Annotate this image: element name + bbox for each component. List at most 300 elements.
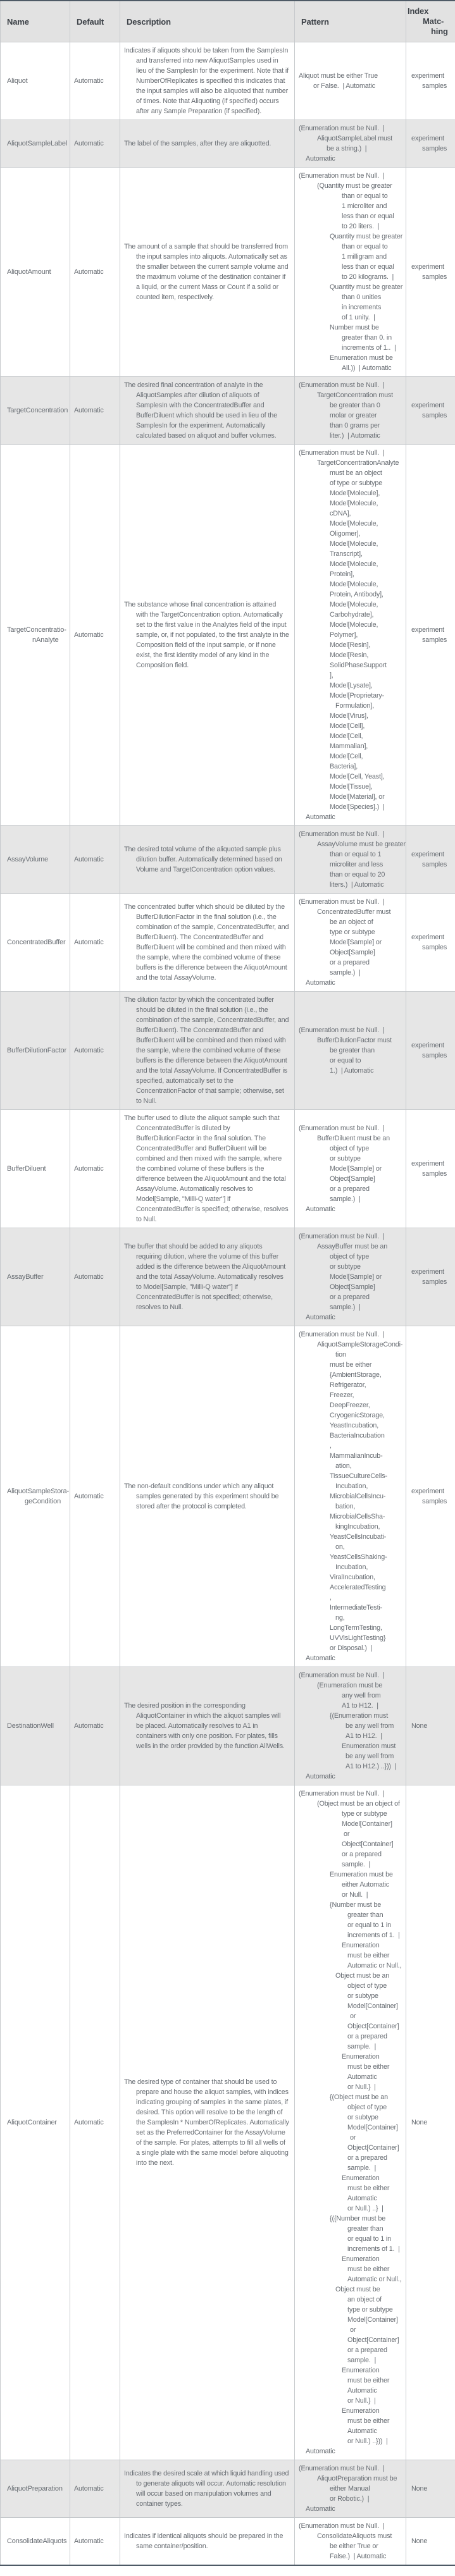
description-cell (120, 2460, 295, 2518)
default-cell: Automatic (70, 1667, 120, 1785)
table-row (1, 42, 455, 120)
option-name-line: AliquotPreparation (7, 2485, 63, 2493)
index-matching-cell (406, 1785, 455, 2460)
pattern-line: (Quantity must be greater (317, 182, 392, 190)
header-name (1, 1, 70, 42)
pattern-line: Model[Species].) | (330, 803, 385, 811)
pattern-line: than 0 grams per (330, 422, 380, 429)
option-name-cell (1, 445, 70, 826)
index-matching-text: None (411, 2119, 428, 2126)
pattern-line: Enumeration must be (330, 354, 393, 362)
pattern-line: less than or equal (342, 263, 394, 271)
pattern-line: A1 to H12.) ..})) | (346, 1763, 397, 1770)
pattern-line: False.) | Automatic (330, 2553, 387, 2560)
default-cell: Automatic (70, 992, 120, 1110)
index-matching-cell (406, 2460, 455, 2518)
pattern-line: Formulation], (335, 702, 375, 710)
pattern-line: or equal to 1 in (347, 1921, 392, 1929)
pattern-line: Model[Molecule, (330, 581, 378, 588)
pattern-line: or a prepared (347, 2154, 387, 2162)
pattern-line: Model[Molecule, (330, 500, 378, 507)
table-row (1, 2460, 455, 2518)
table-row (1, 894, 455, 992)
pattern-line: Object[Sample] (330, 949, 375, 956)
pattern-line: or (350, 2326, 356, 2334)
description-cell (120, 42, 295, 120)
pattern-line: Automatic (306, 2448, 335, 2455)
pattern-line: microliter and less (330, 861, 383, 868)
pattern-line: MicrobialCellsIncu- (330, 1493, 386, 1500)
pattern-line: Quantity must be greater (330, 233, 403, 240)
pattern-cell (295, 168, 406, 377)
pattern-line: CryogenicStorage, (330, 1412, 385, 1419)
pattern-line: Model[Container] (347, 2002, 398, 2010)
default-cell: Automatic (70, 1785, 120, 2460)
header-default (70, 1, 120, 42)
index-matching-cell (406, 445, 455, 826)
index-matching-text: experiment samples (411, 135, 447, 152)
option-name-cell (1, 1785, 70, 2460)
table-row (1, 1785, 455, 2460)
pattern-line: Enumeration (342, 2407, 380, 2415)
pattern-line: Object[Container] (342, 1840, 394, 1848)
pattern-line: on, (335, 1543, 345, 1551)
pattern-line: Automatic (306, 155, 335, 163)
pattern-line: Model[Container] (342, 1820, 392, 1828)
pattern-line: Bacteria], (330, 763, 358, 770)
pattern-line: Enumeration must (342, 1742, 396, 1750)
default-cell: Automatic (70, 1110, 120, 1228)
pattern-line: be either True or (330, 2542, 378, 2550)
index-matching-cell (406, 168, 455, 377)
pattern-line: Model[Cell, Yeast], (330, 773, 385, 780)
pattern-line: increments of 1. | (347, 1932, 400, 1939)
description-cell (120, 445, 295, 826)
pattern-line: object of type (347, 1982, 387, 1990)
pattern-line: AliquotSampleLabel must (317, 135, 392, 142)
pattern-line: must be either (347, 2063, 390, 2071)
pattern-line: Object[Container] (347, 2336, 399, 2344)
pattern-line: A1 to H12. | (346, 1732, 382, 1740)
pattern-line: must be either (347, 1952, 390, 1959)
pattern-line: type or subtype (347, 2306, 393, 2314)
table-row (1, 1667, 455, 1785)
default-cell: Automatic (70, 42, 120, 120)
pattern-line: Model[Molecule, (330, 560, 378, 568)
pattern-line: Model[Sample] or (330, 1165, 382, 1173)
pattern-line: of type or subtype (330, 479, 383, 487)
table-row (1, 168, 455, 377)
default-cell: Automatic (70, 826, 120, 894)
pattern-line: must be either (347, 2265, 390, 2273)
pattern-line: Object must be (335, 2286, 380, 2293)
pattern-line: than or equal to (342, 192, 388, 200)
pattern-line: tion (335, 1351, 346, 1359)
pattern-line: Object[Container] (347, 2144, 399, 2152)
pattern-line: or (350, 2134, 356, 2142)
default-cell: Automatic (70, 445, 120, 826)
pattern-line: Refrigerator, (330, 1381, 366, 1389)
pattern-line: (Enumeration must be Null. | (299, 2522, 385, 2530)
pattern-line: or Disposal.) | (330, 1644, 373, 1652)
pattern-line: Quantity must be greater (330, 283, 403, 291)
pattern-line: or Robotic.) | (330, 2495, 370, 2503)
description-cell (120, 894, 295, 992)
option-name-cell (1, 1228, 70, 1326)
pattern-line: Automatic (306, 1655, 335, 1662)
pattern-line: or subtype (347, 2114, 378, 2121)
pattern-line: ViralIncubation, (330, 1574, 375, 1581)
index-matching-text: experiment samples (411, 1042, 447, 1059)
pattern-line: IntermediateTesti- (330, 1604, 383, 1612)
description-text: The desired final concentration of analyte in the AliquotSamples after dilution of aliquots of SamplesIn with the ConcentratedBuffer and BufferDiluent which should be used in lieu of the SamplesIn for the experiment. Automatically calculated based on aliquot and buffer volumes. (124, 381, 277, 440)
index-matching-text: experiment samples (411, 1160, 447, 1178)
option-name-cell (1, 894, 70, 992)
option-name-line: AssayVolume (7, 856, 48, 863)
pattern-line: or equal to 1 in (347, 2235, 392, 2243)
index-matching-text: experiment samples (411, 626, 447, 644)
pattern-line: to 20 liters. | (342, 223, 380, 230)
pattern-line: All.)) | Automatic (342, 364, 392, 372)
pattern-line: or a prepared (330, 1185, 370, 1193)
description-text: The dilution factor by which the concentrated buffer should be diluted in the final solution (i.e., the combination of the sample, ConcentratedBuffer, and BufferDiluent). The ConcentratedBuffer and BufferDiluent will be combined and then mixed with the sample, where the combined volume of these buffers is the difference between the AliquotAmount and the total AssayVolume. If ConcentratedBuffer is specified, automatically set to the ConcentrationFactor of that sample; otherwise, set to Null. (124, 996, 289, 1105)
pattern-line: Model[Proprietary- (330, 692, 385, 699)
pattern-line: {(Enumeration must (330, 1712, 389, 1720)
pattern-line: Automatic (306, 2505, 335, 2513)
option-name-line: nAnalyte (32, 636, 59, 644)
pattern-line: ation, (335, 1462, 352, 1470)
pattern-line: 1.) | Automatic (330, 1067, 374, 1075)
pattern-line: Oligomer], (330, 530, 361, 538)
pattern-line: sample. | (342, 1861, 371, 1868)
option-name-cell (1, 42, 70, 120)
pattern-line: object of type (330, 1253, 370, 1260)
pattern-line: type or subtype (342, 1810, 387, 1818)
option-name-line: BufferDilutionFactor (7, 1047, 67, 1054)
default-cell: Automatic (70, 894, 120, 992)
pattern-line: Object must be an (335, 1972, 390, 1980)
index-matching-text: None (411, 2485, 428, 2493)
option-name-cell (1, 168, 70, 377)
option-name-line: AssayBuffer (7, 1273, 44, 1281)
table-row (1, 826, 455, 894)
pattern-line: sample. | (347, 2043, 377, 2050)
table-row (1, 445, 455, 826)
option-name-cell (1, 377, 70, 445)
description-text: The amount of a sample that should be transferred from the input samples into aliquots. Automatically set as the smaller between the current sample volume and the maximum volume of the destination container if a liquid, or the current Mass or Count if a solid or counted item, respectively. (124, 243, 289, 301)
pattern-line: sample.) | (330, 1303, 361, 1311)
pattern-line: (Enumeration must be Null. | (299, 1026, 385, 1034)
pattern-line: Model[Cell], (330, 722, 365, 730)
index-matching-cell (406, 1110, 455, 1228)
pattern-line: sample.) | (330, 1195, 361, 1203)
pattern-line: or a prepared (330, 959, 370, 966)
option-name-line: BufferDiluent (7, 1165, 46, 1173)
pattern-cell (295, 894, 406, 992)
pattern-cell (295, 1110, 406, 1228)
option-name-cell (1, 1667, 70, 1785)
pattern-cell (295, 1326, 406, 1667)
index-matching-text: experiment samples (411, 934, 447, 951)
pattern-line: , (330, 1442, 332, 1450)
pattern-line: bation, (335, 1503, 356, 1510)
pattern-line: Model[Molecule, (330, 621, 378, 629)
option-name-line: AliquotContainer (7, 2119, 57, 2126)
description-text: The substance whose final concentration is attained with the TargetConcentration option. Automatically set to the first value in the Analytes field of the input sample, or, if not populated, to the first analyte in the Composition field of the input sample, or if none exist, the first identity model of any kind in the Composition field. (124, 601, 289, 669)
pattern-line: {AmbientStorage, (330, 1371, 382, 1379)
description-cell (120, 826, 295, 894)
pattern-line: must be an object (330, 469, 382, 477)
pattern-line: Enumeration (342, 2255, 380, 2263)
pattern-line: be a string.) | (327, 145, 367, 152)
pattern-line: or subtype (330, 1263, 361, 1271)
pattern-line: sample. | (347, 2164, 377, 2172)
description-text: Indicates the desired scale at which liquid handling used to generate aliquots will occur. Automatic resolution will occur based on manipulation volumes and container types. (124, 2470, 289, 2508)
pattern-cell (295, 2460, 406, 2518)
pattern-line: BacteriaIncubation (330, 1432, 385, 1439)
pattern-line: {Number must be (330, 1901, 382, 1909)
description-text: The buffer used to dilute the aliquot sample such that ConcentratedBuffer is diluted by BufferDilutionFactor in the final solution. The ConcentratedBuffer and BufferDiluent will be combined and then mixed with the sample, where the combined volume of these buffers is the difference between the AliquotAmount and the total AssayVolume. Automatically resolves to Model[Sample, "Milli-Q water"] if ConcentratedBuffer is specified; otherwise, resolves to Null. (124, 1114, 289, 1223)
pattern-line: any well from (342, 1692, 381, 1699)
pattern-line: either Automatic (342, 1881, 390, 1889)
description-text: The desired total volume of the aliquoted sample plus dilution buffer. Automatically determined based on Volume and TargetConcentration option values. (124, 846, 282, 873)
pattern-line: in increments (342, 304, 382, 311)
description-text: The desired type of container that should be used to prepare and house the aliquot samples, with indices indicating grouping of samples in the same plates, if desired. This option will resolve to be the length of the SamplesIn * NumberOfReplicates. Automatically set as the PreferredContainer for the AssayVolume of the sample. For plates, attempts to fill all wells of a single plate with the same model before aliquoting into the next. (124, 2078, 289, 2167)
pattern-line: or Null.} | (347, 2083, 376, 2091)
pattern-line: than 0 unities (342, 293, 382, 301)
index-matching-text: experiment samples (411, 1488, 447, 1505)
pattern-line: (Enumeration must be Null. | (299, 830, 385, 838)
pattern-line: Model[Container] (347, 2124, 398, 2131)
pattern-line: Transcript], (330, 550, 363, 558)
pattern-line: liter.) | Automatic (330, 432, 380, 440)
description-text: The buffer that should be added to any aliquots requiring dilution, where the volume of this buffer added is the difference between the AliquotAmount and the total AssayVolume. Automatically resolves to Model[Sample, "Milli-Q water"] if ConcentratedBuffer is not specified; otherwise, resolves to Null. (124, 1243, 286, 1311)
header-default-label: Default (77, 16, 104, 27)
table-row (1, 992, 455, 1110)
description-cell (120, 168, 295, 377)
pattern-line: kingIncubation, (335, 1523, 380, 1531)
index-matching-cell (406, 2518, 455, 2566)
pattern-line: or a prepared (347, 2033, 387, 2040)
option-name-line: ConsolidateAliquots (7, 2537, 67, 2545)
pattern-line: Object[Container] (347, 2023, 399, 2030)
option-name-line: ConcentratedBuffer (7, 939, 66, 946)
pattern-line: (Enumeration must be Null. | (299, 1331, 385, 1338)
pattern-line: sample.) | (330, 969, 361, 977)
header-index-matching-line: Index (408, 6, 429, 16)
pattern-line: Incubation, (335, 1563, 368, 1571)
pattern-line: must be either (347, 2185, 390, 2192)
pattern-line: ng, (335, 1614, 345, 1622)
header-index-matching (406, 1, 455, 42)
pattern-line: be greater than (330, 1047, 375, 1054)
pattern-line: or False. | Automatic (313, 82, 375, 90)
pattern-line: Enumeration must be (330, 1871, 393, 1878)
pattern-line: Model[Resin], (330, 641, 371, 649)
pattern-line: greater than (347, 2225, 383, 2233)
option-name-line: DestinationWell (7, 1722, 54, 1730)
index-matching-cell (406, 42, 455, 120)
pattern-line: Protein], (330, 570, 354, 578)
option-name-line: geCondition (25, 1498, 61, 1505)
pattern-line: or (344, 1830, 350, 1838)
pattern-line: Aliquot must be either True (299, 72, 378, 80)
pattern-line: Automatic (306, 979, 335, 987)
default-cell: Automatic (70, 1326, 120, 1667)
pattern-line: Model[Resin, (330, 651, 369, 659)
pattern-line: Carbohydrate], (330, 611, 374, 619)
pattern-line: Model[Cell, (330, 732, 363, 740)
option-name-line: Aliquot (7, 77, 28, 85)
pattern-line: , (330, 1594, 332, 1601)
pattern-line: Model[Molecule], (330, 490, 380, 497)
pattern-line: YeastCellsShaking- (330, 1553, 387, 1561)
pattern-line: or subtype (347, 1992, 378, 2000)
table-row (1, 2518, 455, 2566)
pattern-line: Automatic (306, 813, 335, 821)
pattern-line: Freezer, (330, 1391, 354, 1399)
pattern-line: Model[Material], or (330, 793, 385, 801)
pattern-line: (Enumeration must be (317, 1682, 383, 1689)
pattern-line: be an object of (330, 918, 373, 926)
pattern-line: 1 milligram and (342, 253, 387, 261)
pattern-line: less than or equal (342, 213, 394, 220)
pattern-line: ConsolidateAliquots must (317, 2532, 392, 2540)
table-row (1, 1110, 455, 1228)
pattern-line: (Enumeration must be Null. | (299, 1672, 385, 1679)
pattern-line: Incubation, (335, 1482, 368, 1490)
pattern-line: be any well from (346, 1753, 394, 1760)
pattern-line: TargetConcentrationAnalyte (317, 459, 399, 467)
description-text: The concentrated buffer which should be diluted by the BufferDilutionFactor in the final solution (i.e., the combination of the sample, ConcentratedBuffer, and BufferDiluent). The ConcentratedBuffer and BufferDiluent will be combined and then mixed with the sample, where the combined volume of these buffers is the difference between the AliquotAmount and the total AssayVolume. (124, 903, 289, 982)
pattern-line: of 1 unity. | (342, 314, 375, 321)
pattern-line: or Null.) ..} | (347, 2205, 383, 2212)
pattern-cell (295, 2518, 406, 2566)
pattern-line: AliquotSampleStorageCondi- (317, 1341, 403, 1348)
header-index-matching-line: Matc- (423, 16, 444, 26)
header-description (120, 1, 295, 42)
header-description-label: Description (127, 16, 171, 27)
index-matching-cell (406, 377, 455, 445)
option-name-line: AliquotAmount (7, 268, 51, 276)
pattern-line: than or equal to (342, 243, 388, 250)
description-cell (120, 1228, 295, 1326)
option-name-cell (1, 1326, 70, 1667)
pattern-line: Automatic (347, 2387, 377, 2394)
pattern-line: (Enumeration must be Null. | (299, 1790, 385, 1797)
pattern-line: Model[Sample] or (330, 939, 382, 946)
pattern-cell (295, 445, 406, 826)
description-text: The desired position in the corresponding AliquotContainer in which the aliquot samples will be placed. Automatically resolves to A1 in containers with only one position. For plates, fills wells in the order provided by the function AllWells. (124, 1702, 285, 1750)
index-matching-cell (406, 1326, 455, 1667)
pattern-line: AcceleratedTesting (330, 1584, 386, 1591)
pattern-line: or equal to (330, 1057, 361, 1064)
pattern-cell (295, 120, 406, 168)
pattern-line: TargetConcentration must (317, 391, 394, 399)
pattern-line: (Enumeration must be Null. | (299, 1233, 385, 1240)
pattern-line: than or equal to 1 (330, 851, 382, 858)
pattern-line: Automatic (306, 1773, 335, 1780)
pattern-line: (Object must be an object of (317, 1800, 400, 1808)
description-cell (120, 1785, 295, 2460)
pattern-line: greater than 0. in (342, 334, 392, 342)
pattern-line: UVVisLightTesting} (330, 1634, 386, 1642)
pattern-line: Enumeration (342, 2367, 380, 2374)
pattern-line: BufferDiluent must be an (317, 1135, 390, 1142)
option-name-line: TargetConcentration (7, 407, 68, 414)
pattern-line: Object[Sample] (330, 1283, 375, 1291)
pattern-line: increments of 1. | (347, 2245, 400, 2253)
default-cell: Automatic (70, 377, 120, 445)
pattern-line: DeepFreezer, (330, 1402, 370, 1409)
pattern-line: Mammalian], (330, 743, 368, 750)
header-pattern-label: Pattern (301, 16, 329, 27)
pattern-line: liters.) | Automatic (330, 881, 384, 889)
pattern-line: MammalianIncub- (330, 1452, 383, 1460)
option-name-cell (1, 826, 70, 894)
pattern-line: {({Number must be (330, 2215, 386, 2222)
table-row (1, 120, 455, 168)
pattern-line: or a prepared (347, 2346, 387, 2354)
header-name-label: Name (7, 16, 29, 27)
pattern-line: (Enumeration must be Null. | (299, 2465, 385, 2472)
pattern-line: (Enumeration must be Null. | (299, 381, 385, 389)
pattern-line: Enumeration (342, 1942, 380, 1949)
pattern-line: {(Object must be an (330, 2093, 388, 2101)
pattern-line: Number must be (330, 324, 379, 331)
pattern-line: Protein, Antibody], (330, 591, 383, 598)
table-row (1, 377, 455, 445)
pattern-line: sample. | (347, 2357, 377, 2364)
pattern-line: Enumeration (342, 2053, 380, 2061)
pattern-line: Enumeration (342, 2174, 380, 2182)
index-matching-cell (406, 120, 455, 168)
description-cell (120, 1667, 295, 1785)
default-cell: Automatic (70, 168, 120, 377)
pattern-line: Model[Cell, (330, 753, 363, 760)
pattern-line: either Manual (330, 2485, 370, 2493)
pattern-line: or a prepared (330, 1293, 370, 1301)
index-matching-text: experiment samples (411, 263, 447, 281)
option-name-cell (1, 120, 70, 168)
description-cell (120, 1326, 295, 1667)
pattern-line: molar or greater (330, 412, 377, 419)
pattern-cell (295, 42, 406, 120)
pattern-line: to 20 kilograms. | (342, 273, 394, 281)
table-row (1, 1228, 455, 1326)
pattern-line: cDNA], (330, 510, 351, 517)
pattern-line: greater than (347, 1911, 383, 1919)
pattern-line: Automatic (306, 1205, 335, 1213)
pattern-line: or Null.) ..})) | (347, 2437, 388, 2445)
default-cell: Automatic (70, 2460, 120, 2518)
description-text: Indicates if aliquots should be taken from the SamplesIn and transferred into new AliquotSamples used in lieu of the SamplesIn for the experiment. Note that if NumberOfReplicates is specified this indicates that the input samples will also be aliquoted that number of times. Note that Aliquoting (if specified) occurs after any Sample Preparation (if specified). (124, 47, 289, 115)
default-cell: Automatic (70, 2518, 120, 2566)
pattern-line: ConcentratedBuffer must (317, 908, 391, 916)
pattern-line: AliquotPreparation must be (317, 2475, 397, 2482)
pattern-line: (Enumeration must be Null. | (299, 1125, 385, 1132)
pattern-line: 1 microliter and (342, 202, 387, 210)
index-matching-cell (406, 894, 455, 992)
option-name-line: AliquotSampleStora- (7, 1488, 70, 1495)
description-text: The non-default conditions under which any aliquot samples generated by this experiment should be stored after the protocol is completed. (124, 1482, 279, 1510)
table-row (1, 1326, 455, 1667)
pattern-line: YeastIncubation, (330, 1422, 379, 1429)
pattern-line: object of type (330, 1145, 370, 1152)
default-cell: Automatic (70, 1228, 120, 1326)
pattern-line: ], (330, 672, 333, 679)
pattern-line: A1 to H12. | (342, 1702, 378, 1710)
